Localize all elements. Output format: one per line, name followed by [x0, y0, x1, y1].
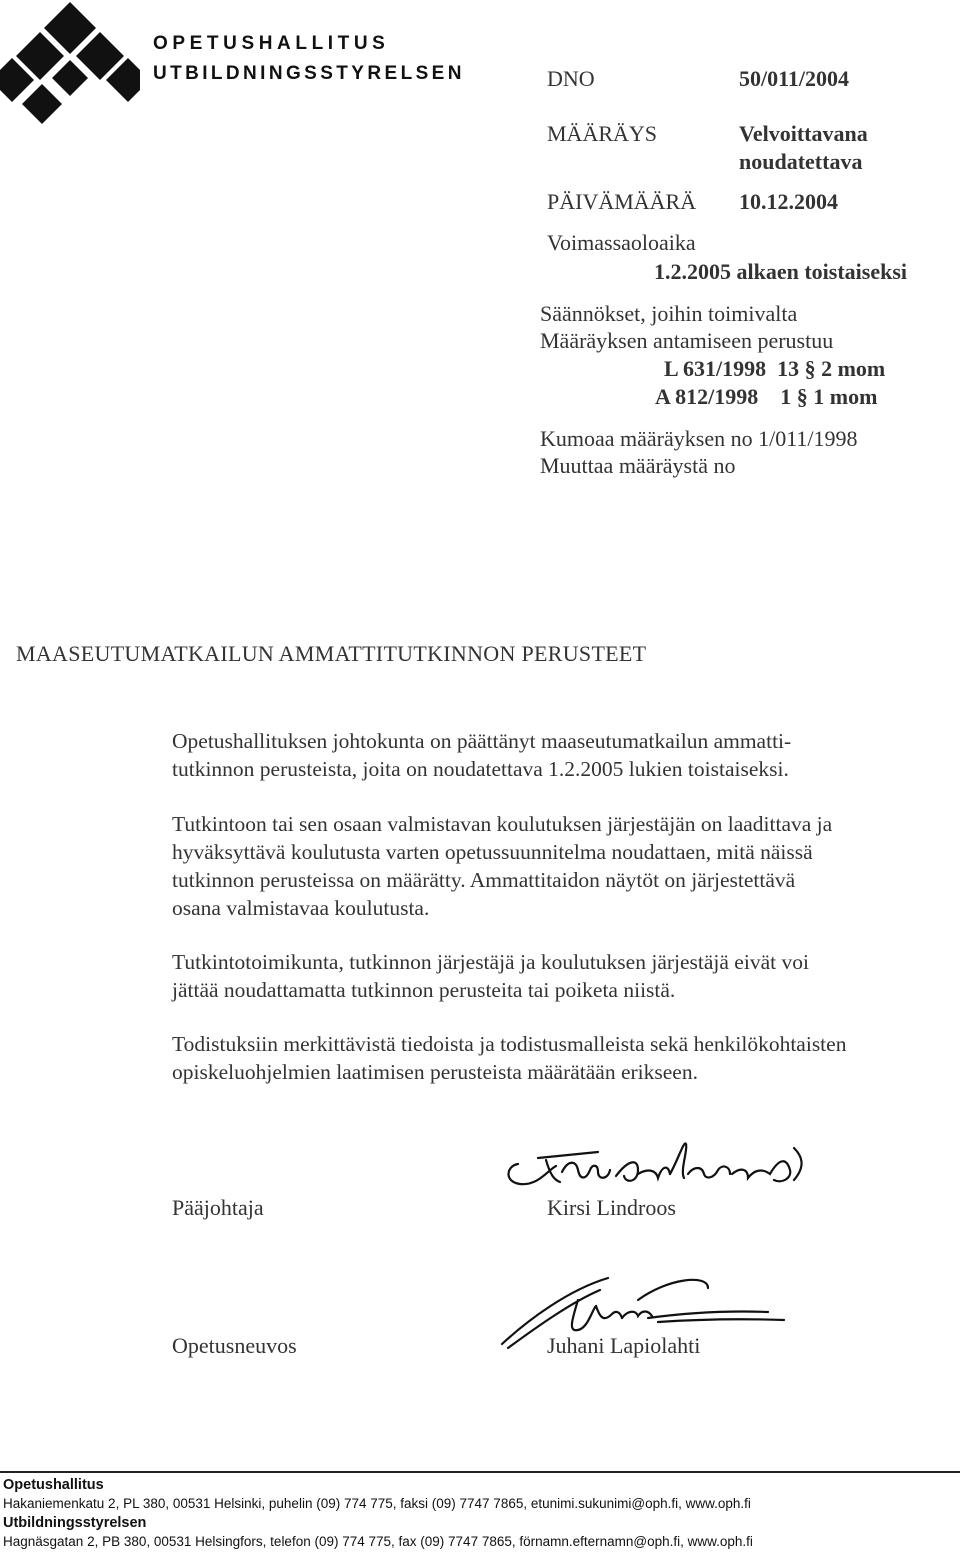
- paragraph-3-line: jättää noudattamatta tutkinnon perusteita tai poiketa niistä.: [172, 978, 676, 1002]
- maarays-value-line-2: noudatettava: [739, 149, 863, 174]
- paragraph-2-line: tutkinnon perusteissa on määrätty. Ammattitaidon näytöt on järjestettävä: [172, 868, 796, 892]
- maarays-label: MÄÄRÄYS: [547, 121, 658, 146]
- org-name-finnish: OPETUSHALLITUS: [153, 33, 390, 54]
- paragraph-2-line: Tutkintoon tai sen osaan valmistavan koulutuksen järjestäjän on laadittava ja: [172, 812, 833, 836]
- voimassaoloaika-value: 1.2.2005 alkaen toistaiseksi: [654, 259, 908, 284]
- saannos-law: L 631/1998 13 § 2 mom: [664, 356, 886, 381]
- opetushallitus-logo-icon: [0, 0, 140, 125]
- dno-label: DNO: [547, 66, 595, 91]
- signature-kirsi-lindroos: [498, 1130, 818, 1200]
- muuttaa-line: Muuttaa määräystä no: [540, 453, 736, 478]
- signatory-1-role: Pääjohtaja: [172, 1195, 264, 1220]
- paivamaara-value: 10.12.2004: [739, 189, 838, 214]
- kumoaa-line: Kumoaa määräyksen no 1/011/1998: [540, 426, 858, 451]
- footer-address-swedish: Hagnäsgatan 2, PB 380, 00531 Helsingfors, telefon (09) 774 775, fax (09) 7747 7865, förnamn.efternamn@oph.fi, www.oph.fi: [3, 1534, 753, 1549]
- paragraph-2-line: hyväksyttävä koulutusta varten opetussuunnitelma noudattaen, mitä näissä: [172, 840, 813, 864]
- document-title: MAASEUTUMATKAILUN AMMATTITUTKINNON PERUSTEET: [16, 641, 647, 666]
- footer-org-finnish: Opetushallitus: [3, 1477, 104, 1493]
- maarays-value-line-1: Velvoittavana: [739, 121, 868, 146]
- paragraph-3-line: Tutkintotoimikunta, tutkinnon järjestäjä ja koulutuksen järjestäjä eivät voi: [172, 950, 809, 974]
- saannos-decree: A 812/1998 1 § 1 mom: [655, 384, 878, 409]
- signatory-2-role: Opetusneuvos: [172, 1333, 297, 1358]
- paragraph-4: [172, 1030, 960, 1086]
- footer-org-swedish: Utbildningsstyrelsen: [3, 1515, 147, 1531]
- footer-divider: [0, 1471, 960, 1473]
- paragraph-1-line: Opetushallituksen johtokunta on päättänyt maaseutumatkailun ammatti-: [172, 729, 792, 753]
- paivamaara-label: PÄIVÄMÄÄRÄ: [547, 189, 697, 214]
- saannokset-line-1: Säännökset, joihin toimivalta: [540, 301, 798, 326]
- paragraph-4-line: opiskeluohjelmien laatimisen perusteista määrätään erikseen.: [172, 1060, 698, 1084]
- paragraph-1-line: tutkinnon perusteista, joita on noudatettava 1.2.2005 lukien toistaiseksi.: [172, 757, 789, 781]
- voimassaoloaika-label: Voimassaoloaika: [547, 230, 696, 255]
- org-name-swedish: UTBILDNINGSSTYRELSEN: [153, 63, 465, 84]
- paragraph-2: [172, 810, 960, 922]
- signatory-2-name: Juhani Lapiolahti: [547, 1333, 701, 1358]
- paragraph-3: [172, 948, 960, 1004]
- paragraph-1: [172, 727, 960, 783]
- paragraph-4-line: Todistuksiin merkittävistä tiedoista ja todistusmalleista sekä henkilökohtaisten: [172, 1032, 847, 1056]
- footer-address-finnish: Hakaniemenkatu 2, PL 380, 00531 Helsinki, puhelin (09) 774 775, faksi (09) 7747 7865, etunimi.sukunimi@oph.fi, www.oph.fi: [3, 1496, 751, 1511]
- paragraph-2-line: osana valmistavaa koulutusta.: [172, 896, 430, 920]
- signatory-1-name: Kirsi Lindroos: [547, 1195, 676, 1220]
- saannokset-line-2: Määräyksen antamiseen perustuu: [540, 328, 834, 353]
- dno-value: 50/011/2004: [739, 66, 850, 91]
